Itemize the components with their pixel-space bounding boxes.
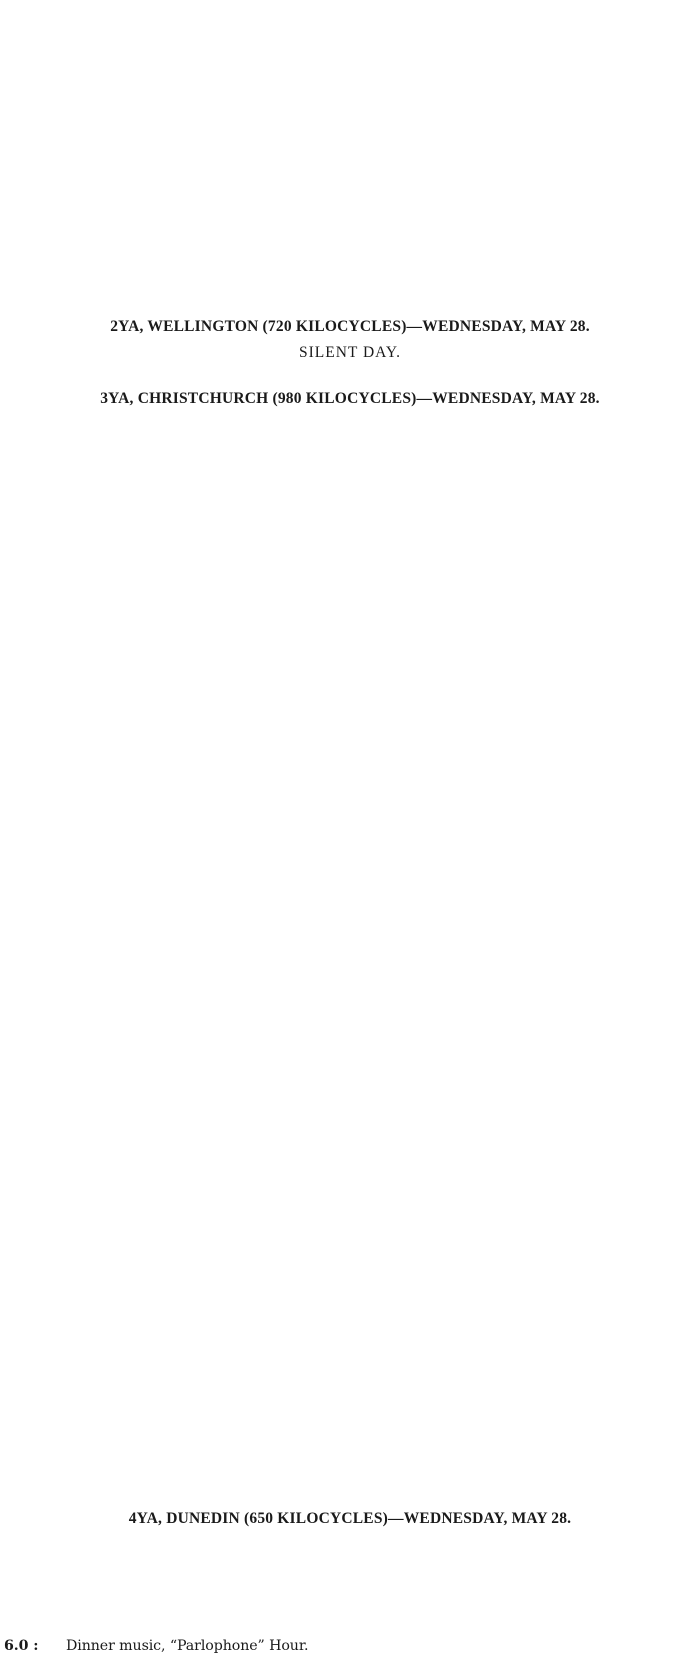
time: 6.0 : bbox=[4, 1638, 39, 1654]
wellington-heading: 2YA, WELLINGTON (720 KILOCYCLES)—WEDNESDAY, MAY 28. bbox=[110, 318, 590, 335]
item: Dinner music, “Parlophone” Hour. bbox=[66, 1638, 309, 1654]
christchurch-heading: 3YA, CHRISTCHURCH (980 KILOCYCLES)—WEDNESDAY, MAY 28. bbox=[100, 390, 600, 407]
dunedin-heading: 4YA, DUNEDIN (650 KILOCYCLES)—WEDNESDAY, MAY 28. bbox=[128, 1510, 572, 1527]
silent-day-note: SILENT DAY. bbox=[298, 344, 401, 361]
programme-line bbox=[0, 1638, 700, 1655]
